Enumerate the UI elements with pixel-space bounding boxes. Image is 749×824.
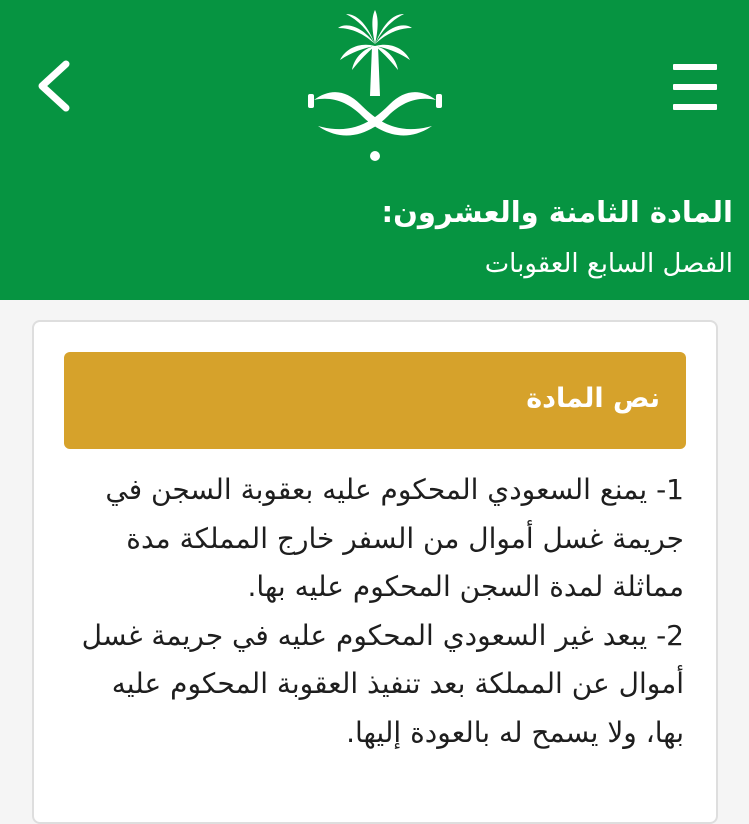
article-title: المادة الثامنة والعشرون: xyxy=(381,195,733,229)
palm-swords-emblem-icon xyxy=(300,8,450,168)
chapter-subtitle: الفصل السابع العقوبات xyxy=(484,249,733,279)
article-body xyxy=(74,466,684,757)
chevron-left-icon xyxy=(30,56,78,116)
menu-icon xyxy=(673,64,717,70)
menu-button[interactable] xyxy=(673,64,717,110)
back-button[interactable] xyxy=(30,56,78,116)
app-header xyxy=(0,0,749,300)
article-paragraph-2: 2- يبعد غير السعودي المحكوم عليه في جريمة غسل أموال عن المملكة بعد تنفيذ العقوبة المحكوم عليه بها، ولا يسمح له بالعودة إليها. xyxy=(81,618,684,749)
article-card xyxy=(32,320,718,824)
menu-icon-bar xyxy=(673,84,717,90)
article-text-header xyxy=(64,352,686,449)
menu-icon-bar xyxy=(673,104,717,110)
article-paragraph-1: 1- يمنع السعودي المحكوم عليه بعقوبة السجن في جريمة غسل أموال من السفر خارج المملكة مدة مماثلة لمدة السجن المحكوم عليه بها. xyxy=(105,473,684,603)
section-title: نص المادة xyxy=(526,383,660,414)
